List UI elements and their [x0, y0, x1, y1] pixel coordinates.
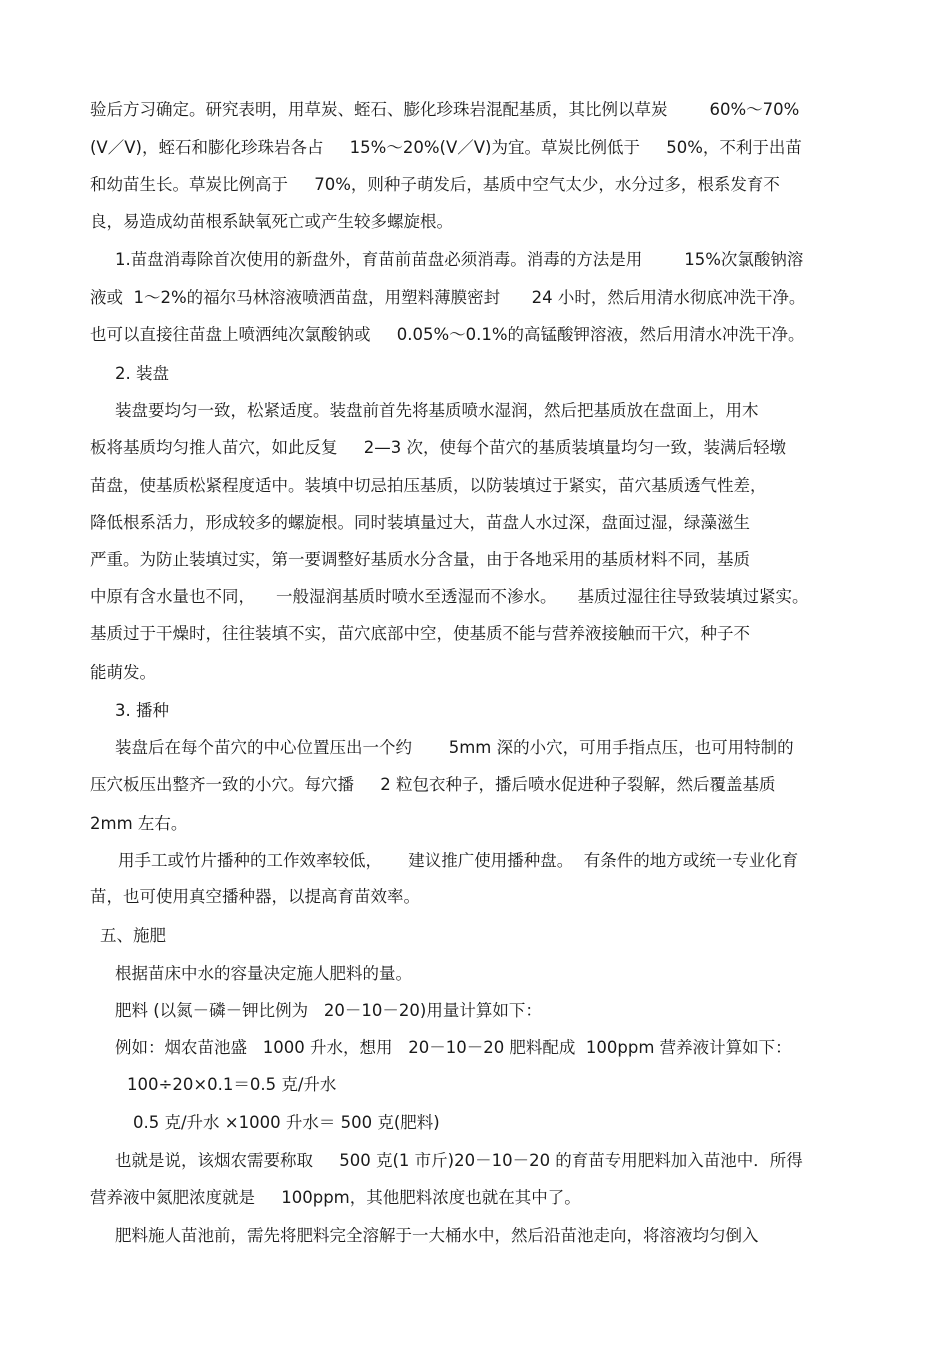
paragraph-line: 肥料 (以氮－磷－钾比例为 20－10－20)用量计算如下：: [115, 1001, 542, 1020]
section-heading: 3. 播种: [115, 701, 169, 720]
section-heading: 2. 装盘: [115, 364, 169, 383]
paragraph-line: 根据苗床中水的容量决定施人肥料的量。: [115, 964, 412, 983]
paragraph-line: 苗盘，使基质松紧程度适中。装填中切忌拍压基质，以防装填过于紧实，苗穴基质透气性差，: [90, 476, 767, 495]
paragraph-line: 降低根系活力，形成较多的螺旋根。同时装填量过大，苗盘人水过深，盘面过湿，绿藻滋生: [90, 513, 750, 532]
paragraph-line: 用手工或竹片播种的工作效率较低， 建议推广使用播种盘。 有条件的地方或统一专业化育: [118, 851, 799, 870]
paragraph-line: 1.苗盘消毒除首次使用的新盘外，育苗前苗盘必须消毒。消毒的方法是用 15%次氯酸钠溶: [115, 250, 804, 269]
paragraph-line: 基质过于干燥时，往往装填不实，苗穴底部中空，使基质不能与营养液接触而干穴，种子不: [90, 624, 750, 643]
paragraph-line: 苗，也可使用真空播种器，以提高育苗效率。: [90, 887, 420, 906]
paragraph-line: 也就是说，该烟农需要称取 500 克(1 市斤)20－10－20 的育苗专用肥料加入苗池中．所得: [115, 1151, 803, 1170]
paragraph-line: 也可以直接往苗盘上喷洒纯次氯酸钠或 0.05%～0.1%的高锰酸钾溶液，然后用清水冲洗干净。: [90, 325, 805, 344]
paragraph-line: 装盘后在每个苗穴的中心位置压出一个约 5mm 深的小穴，可用手指点压，也可用特制的: [115, 738, 794, 757]
paragraph-line: 中原有含水量也不同， 一般湿润基质时喷水至透湿而不渗水。 基质过湿往往导致装填过紧实。: [90, 587, 809, 606]
paragraph-line: 营养液中氮肥浓度就是 100ppm，其他肥料浓度也就在其中了。: [90, 1188, 581, 1207]
paragraph-line: 液或 1～2%的福尔马林溶液喷洒苗盘，用塑料薄膜密封 24 小时，然后用清水彻底冲洗干净。: [90, 288, 806, 307]
paragraph-line: 2mm 左右。: [90, 814, 188, 833]
paragraph-line: 良，易造成幼苗根系缺氧死亡或产生较多螺旋根。: [90, 212, 453, 231]
paragraph-line: 和幼苗生长。草炭比例高于 70%，则种子萌发后，基质中空气太少，水分过多，根系发育不: [90, 175, 780, 194]
paragraph-line: 肥料施人苗池前，需先将肥料完全溶解于一大桶水中，然后沿苗池走向，将溶液均匀倒入: [115, 1226, 759, 1245]
paragraph-line: 装盘要均匀一致，松紧适度。装盘前首先将基质喷水湿润，然后把基质放在盘面上，用木: [115, 401, 759, 420]
paragraph-line: 压穴板压出整齐一致的小穴。每穴播 2 粒包衣种子，播后喷水促进种子裂解，然后覆盖基质: [90, 775, 776, 794]
paragraph-line: 例如：烟农苗池盛 1000 升水，想用 20－10－20 肥料配成 100ppm 营养液计算如下：: [115, 1038, 792, 1057]
paragraph-line: 板将基质均匀推人苗穴，如此反复 2—3 次，使每个苗穴的基质装填量均匀一致，装满后轻墩: [90, 438, 786, 457]
section-heading: 五、施肥: [100, 926, 166, 945]
formula-line: 0.5 克/升水 ×1000 升水＝ 500 克(肥料): [133, 1113, 440, 1132]
paragraph-line: 能萌发。: [90, 663, 156, 682]
paragraph-line: 严重。为防止装填过实，第一要调整好基质水分含量，由于各地采用的基质材料不同，基质: [90, 550, 750, 569]
paragraph-line: (V／V)，蛭石和膨化珍珠岩各占 15%～20%(V／V)为宜。草炭比例低于 50%，不利于出苗: [90, 138, 802, 157]
paragraph-line: 验后方习确定。研究表明，用草炭、蛭石、膨化珍珠岩混配基质，其比例以草炭 60%～70%: [90, 100, 800, 119]
formula-line: 100÷20×0.1＝0.5 克/升水: [127, 1075, 337, 1094]
